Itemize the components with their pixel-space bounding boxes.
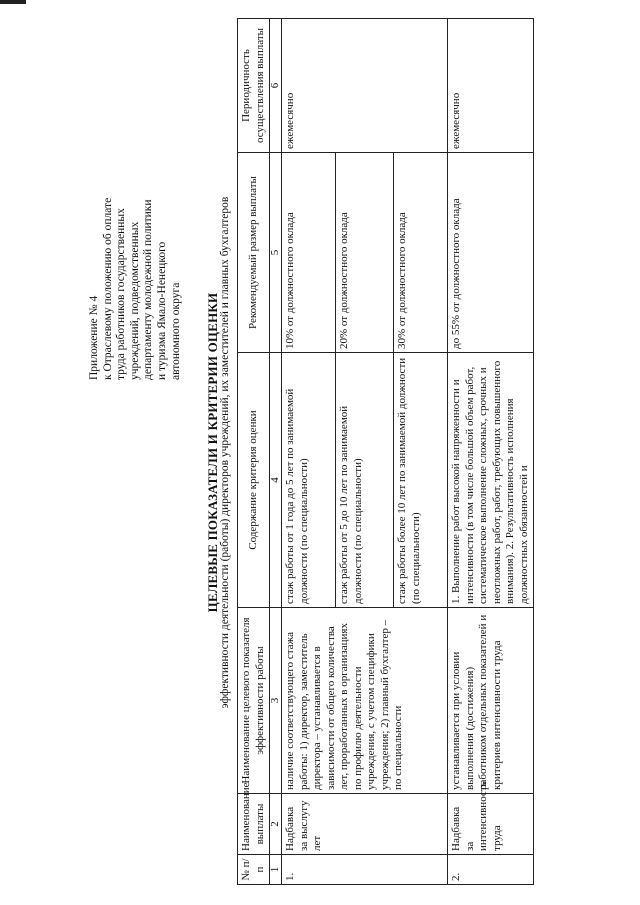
criteria-text: 1. Выполнение работ высокой напряженности и интенсивности (в том числе большой объем работ, систематическое выполнение сложных, срочных и неотложных работ, работ, требующих повышенного внимания). 2. Результативность исполнения должностных обязанностей и [448, 353, 534, 608]
column-number: 1 [270, 855, 282, 885]
column-number: 2 [270, 794, 282, 855]
header-number: № п/п [238, 855, 270, 885]
appendix-line: и туризма Ямало-Ненецкого [155, 241, 168, 380]
payment-size: до 55% от должностного оклада [448, 153, 534, 353]
periodicity: ежемесячно [448, 19, 534, 153]
payment-name: Надбавка за выслугу лет [282, 794, 448, 855]
payment-size: 20% от должностного оклада [336, 153, 394, 353]
header-row [238, 19, 270, 885]
criteria-text: стаж работы более 10 лет по занимаемой должности (по специальности) [394, 353, 448, 608]
payment-name: Надбавка за интенсивность труда [448, 794, 534, 855]
column-number: 4 [270, 353, 282, 608]
appendix-line: труда работников государственных [115, 208, 128, 380]
appendix-line: департаменту молодежной политики [142, 199, 155, 380]
table-row [448, 19, 534, 885]
row-number: 2. [448, 855, 534, 885]
criteria-table [237, 18, 534, 885]
header-criteria: Содержание критерия оценки [238, 353, 270, 608]
header-payment: Наименование выплаты [238, 794, 270, 855]
document-title: ЦЕЛЕВЫЕ ПОКАЗАТЕЛИ И КРИТЕРИИ ОЦЕНКИ [205, 292, 220, 613]
indicator-name: наличие соответствующего стажа работы: 1) директор, заместитель директора – устанавливается в зависимости от общего количества лет, проработанных в организациях по профилю деятельности учреждения, с учетом специфики учреждения; 2) главный бухгалтер – по специальности [282, 608, 448, 794]
appendix-line: автономного округа [169, 282, 182, 380]
indicator-name: устанавливается при условии выполнения (достижения) работником отдельных показателей и критериев интенсивности труда [448, 608, 534, 794]
column-number: 3 [270, 608, 282, 794]
payment-size: 10% от должностного оклада [282, 153, 336, 353]
column-number-row [270, 19, 282, 885]
document-subtitle: эффективности деятельности (работы) директоров учреждений, их заместителей и главных бухгалтеров [219, 196, 231, 709]
periodicity: ежемесячно [282, 19, 448, 153]
column-number: 5 [270, 153, 282, 353]
header-size: Рекомендуемый размер выплаты [238, 153, 270, 353]
payment-size: 30% от должностного оклада [394, 153, 448, 353]
row-number: 1. [282, 855, 448, 885]
appendix-number: Приложение № 4 [88, 295, 100, 380]
header-periodicity: Периодичность осуществления выплаты [238, 19, 270, 153]
appendix-line: к Отраслевому положению об оплате [101, 197, 114, 380]
criteria-text: стаж работы от 1 года до 5 лет по занимаемой должности (по специальности) [282, 353, 336, 608]
appendix-block [88, 130, 183, 380]
criteria-text: стаж работы от 5 до 10 лет по занимаемой должности (по специальности) [336, 353, 394, 608]
header-indicator: Наименование целевого показателя эффективности работы [238, 608, 270, 794]
table-row [282, 19, 336, 885]
column-number: 6 [270, 19, 282, 153]
appendix-line: учреждений, подведомственных [128, 221, 141, 380]
